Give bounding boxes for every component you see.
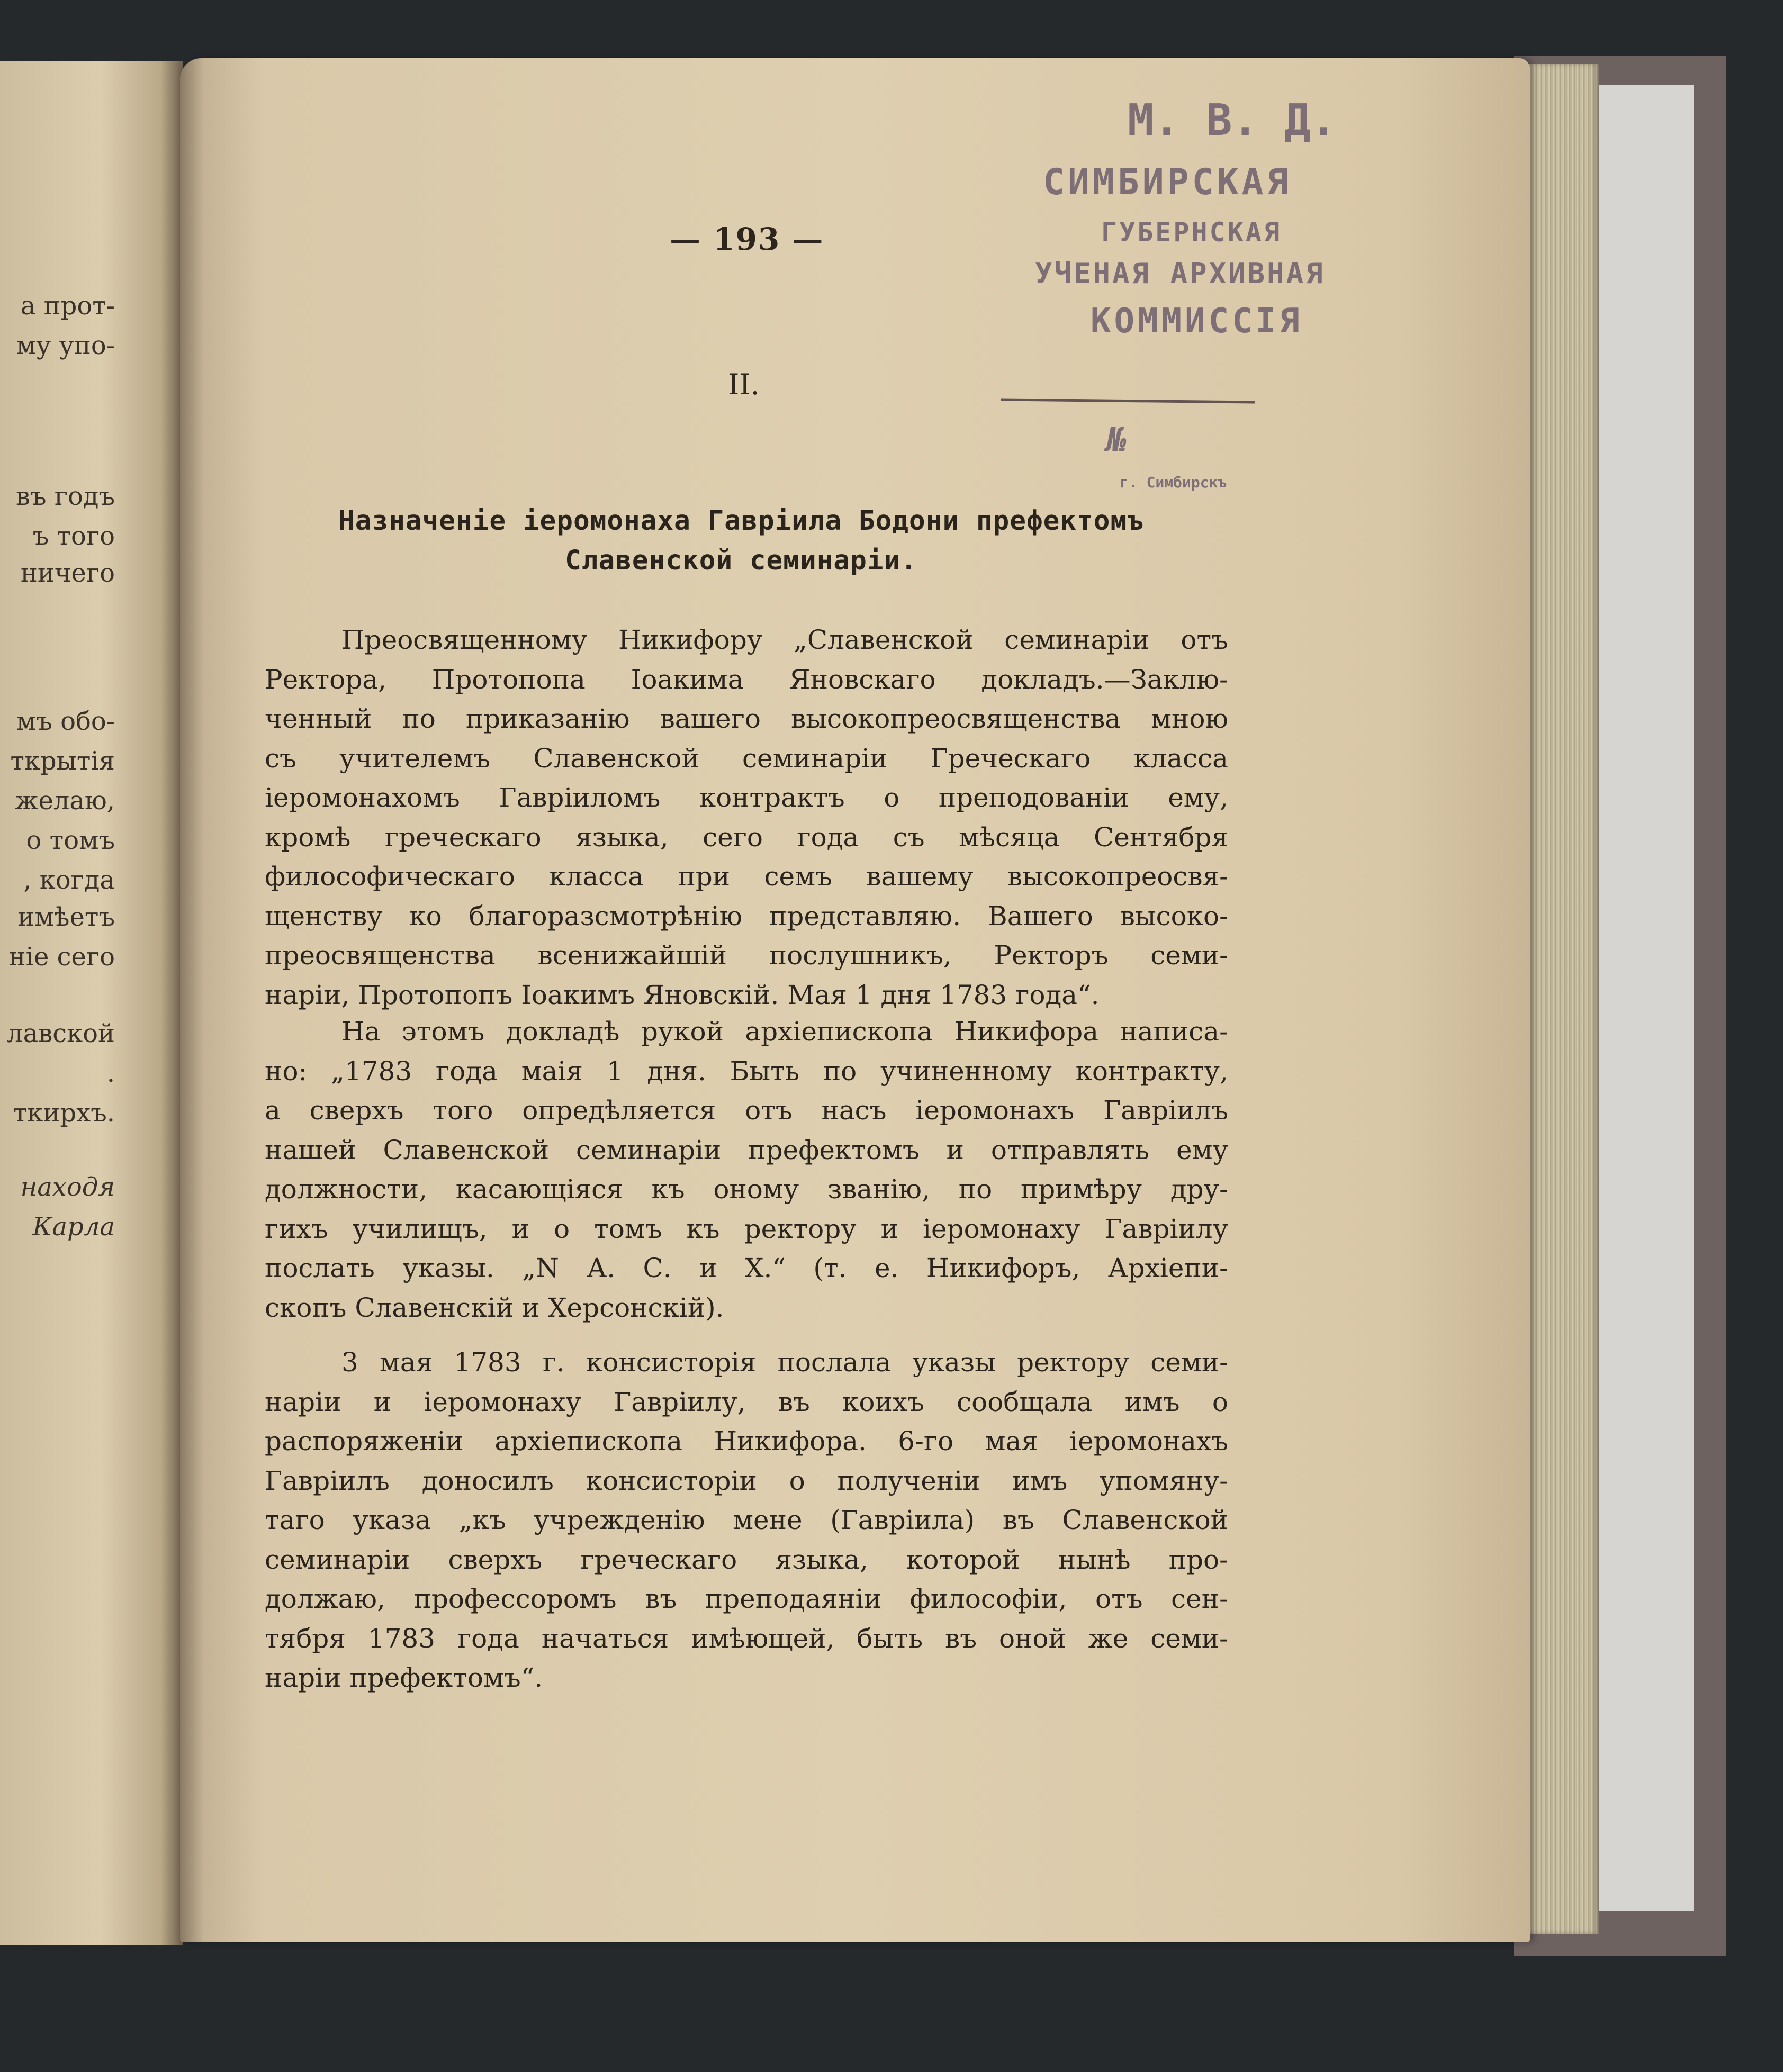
left-page-line: имѣетъ (17, 902, 115, 932)
left-page-line: . (106, 1058, 115, 1088)
body-text-line: Гавріилъ доносилъ консисторіи о полученіи имъ упомяну- (265, 1465, 1228, 1496)
left-page-line: о томъ (26, 826, 115, 855)
stamp-line-2: СИМБИРСКАЯ (1043, 161, 1292, 203)
left-page-line: ніе сего (8, 942, 115, 972)
left-page-line: Карла (32, 1212, 115, 1242)
body-text-line: тября 1783 года начаться имѣющей, быть въ оной же семи- (265, 1623, 1228, 1654)
body-text-line: наріи, Протопопъ Іоакимъ Яновскій. Мая 1 дня 1783 года“. (265, 980, 1100, 1010)
stamp-line-1: М. В. Д. (1128, 95, 1337, 146)
body-text-line: кромѣ греческаго языка, сего года съ мѣсяца Сентября (265, 822, 1228, 853)
left-page-line: ткирхъ. (13, 1098, 115, 1128)
stamp-number-mark: № (1106, 421, 1127, 460)
body-text-line: скопъ Славенскій и Херсонскій). (265, 1292, 724, 1323)
body-text-line: Ректора, Протопопа Іоакима Яновскаго докладъ.—Заклю- (265, 664, 1228, 695)
body-text-line: наріи и іеромонаху Гавріилу, въ коихъ сообщала имъ о (265, 1387, 1228, 1417)
stamp-city: г. Симбирскъ (1120, 474, 1227, 491)
left-page-line: ъ того (32, 521, 115, 551)
section-heading-line-1: Назначеніе іеромонаха Гавріила Бодони префектомъ (338, 505, 1144, 537)
body-text-line: 3 мая 1783 г. консисторія послала указы ректору семи- (341, 1347, 1228, 1378)
body-text-line: но: „1783 года маія 1 дня. Быть по учиненному контракту, (265, 1056, 1228, 1087)
body-text-line: іеромонахомъ Гавріиломъ контрактъ о преподованіи ему, (265, 782, 1228, 813)
stamp-line-4: УЧЕНАЯ АРХИВНАЯ (1035, 257, 1325, 290)
left-page-line: ткрытія (10, 746, 115, 776)
left-page-line: желаю, (15, 786, 115, 816)
body-text-line: нашей Славенской семинаріи префектомъ и отправлять ему (265, 1135, 1228, 1165)
left-page-line: му упо- (16, 331, 115, 360)
left-page-line: находя (20, 1172, 115, 1202)
body-text-line: должности, касающіяся къ оному званію, по примѣру дру- (265, 1174, 1228, 1205)
stamp-line-5: КОММИССІЯ (1091, 302, 1303, 341)
left-page-line: лавской (7, 1019, 115, 1048)
body-text-line: На этомъ докладѣ рукой архіепископа Никифора написа- (341, 1016, 1228, 1047)
body-text-line: преосвященства всенижайшій послушникъ, Ректоръ семи- (265, 940, 1228, 971)
left-page-line: ничего (20, 558, 115, 588)
body-text-line: философическаго класса при семъ вашему высокопреосвя- (265, 861, 1228, 892)
body-text-line: распоряженіи архіепископа Никифора. 6-го мая іеромонахъ (265, 1426, 1228, 1456)
body-text-line: гихъ училищъ, и о томъ къ ректору и іеромонаху Гавріилу (265, 1214, 1228, 1244)
page-number: — 193 — (670, 221, 824, 257)
left-page-line: въ годъ (16, 482, 115, 511)
body-text-line: Преосвященному Никифору „Славенской семинаріи отъ (341, 625, 1228, 655)
body-text-line: съ учителемъ Славенской семинаріи Греческаго класса (265, 743, 1228, 774)
body-text-line: послать указы. „N А. С. и Х.“ (т. е. Никифоръ, Архіепи- (265, 1253, 1228, 1283)
section-number: II. (728, 368, 760, 401)
body-text-line: а сверхъ того опредѣляется отъ насъ іеромонахъ Гавріилъ (265, 1095, 1228, 1126)
body-text-line: ченный по приказанію вашего высокопреосвященства мною (265, 703, 1228, 734)
body-text-line: семинаріи сверхъ греческаго языка, которой нынѣ про- (265, 1544, 1228, 1575)
left-page (0, 61, 183, 1945)
body-text-line: щенству ко благоразсмотрѣнію представляю. Вашего высоко- (265, 901, 1228, 931)
left-page-line: а прот- (20, 291, 115, 321)
section-heading-line-2: Славенской семинаріи. (565, 545, 917, 576)
body-text-line: должаю, профессоромъ въ преподаяніи философіи, отъ сен- (265, 1584, 1228, 1614)
archive-stamp (1001, 82, 1382, 500)
body-text-line: наріи префектомъ“. (265, 1662, 543, 1693)
left-page-line: мъ обо- (16, 707, 115, 736)
left-page-line: , когда (23, 865, 115, 895)
stamp-line-3: ГУБЕРНСКАЯ (1101, 217, 1282, 248)
stamp-rule (1001, 398, 1255, 403)
body-text-line: таго указа „къ учрежденію мене (Гавріила) въ Славенской (265, 1505, 1228, 1535)
